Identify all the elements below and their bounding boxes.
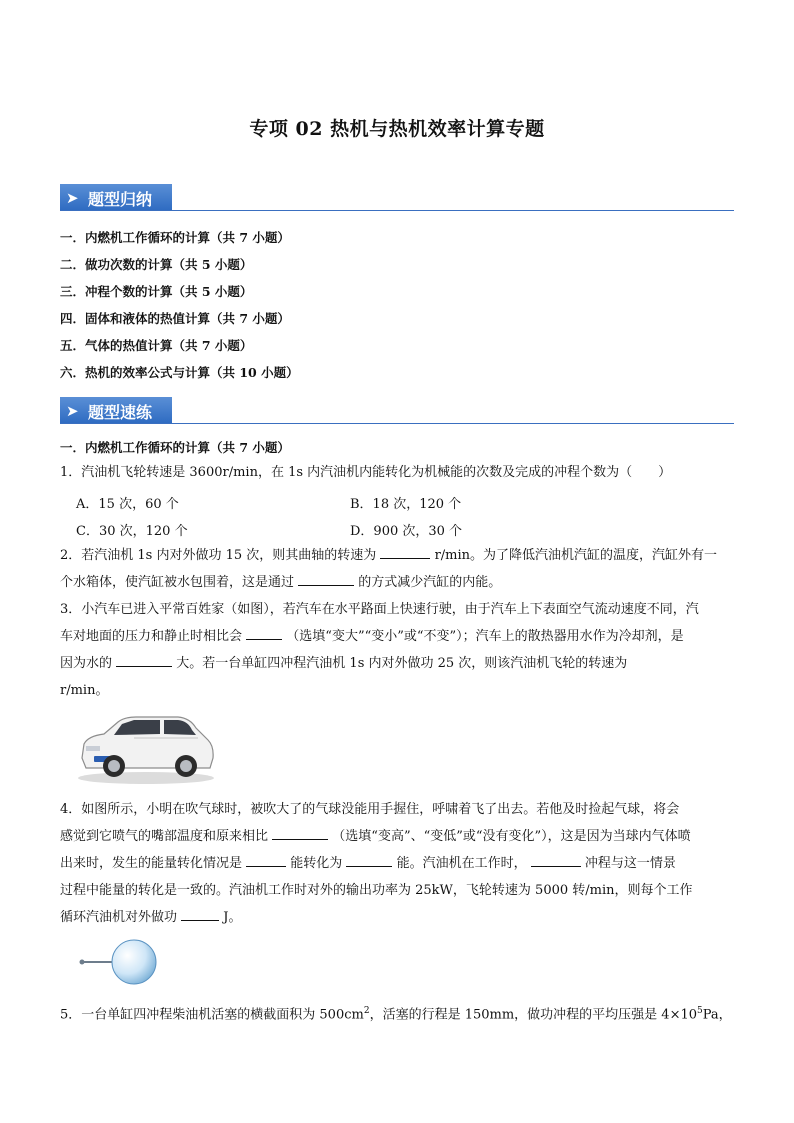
question-text: 冲程与这一情景 bbox=[584, 856, 676, 871]
question-text: （选填“变大”“变小”或“不变”）；汽车上的散热器用水作为冷却剂，是 bbox=[286, 629, 684, 644]
page-title: 专项 02 热机与热机效率计算专题 bbox=[249, 118, 545, 140]
option-a: A．15 次，60 个 bbox=[76, 497, 179, 512]
toc-item: 二．做功次数的计算（共 5 小题） bbox=[60, 257, 253, 272]
option-b: B．18 次，120 个 bbox=[350, 497, 462, 512]
question-text: （选填“变高”、“变低”或“没有变化”），这是因为当球内气体喷 bbox=[332, 829, 691, 844]
toc-item: 六．热机的效率公式与计算（共 10 小题） bbox=[60, 365, 299, 380]
banner-divider bbox=[60, 210, 734, 211]
section-banner-summary bbox=[60, 184, 734, 212]
question-text: 大。若一台单缸四冲程汽油机 1s 内对外做功 25 次，则该汽油机飞轮的转速为 bbox=[176, 656, 628, 671]
question-text: 过程中能量的转化是一致的。汽油机工作时对外的输出功率为 25kW，飞轮转速为 5000 转/min，则每个工作 bbox=[60, 883, 693, 898]
answer-blank[interactable] bbox=[272, 825, 328, 840]
question-5 bbox=[60, 998, 740, 1028]
superscript: 5 bbox=[697, 1006, 703, 1016]
question-text: Pa， bbox=[702, 1007, 732, 1023]
arrow-icon: ➤ bbox=[66, 402, 79, 420]
question-text: 出来时，发生的能量转化情况是 bbox=[60, 856, 243, 871]
question-text: 因为水的 bbox=[60, 656, 113, 671]
question-text: 4．如图所示，小明在吹气球时，被吹大了的气球没能用手握住，呼啸着飞了出去。若他及时捡起气球，将会 bbox=[60, 802, 680, 817]
section-banner-practice bbox=[60, 397, 734, 425]
option-c: C．30 次，120 个 bbox=[76, 524, 188, 539]
answer-blank[interactable] bbox=[116, 652, 172, 667]
question-text: r/min。为了降低汽油机汽缸的温度，汽缸外有一 bbox=[434, 548, 718, 563]
answer-blank[interactable] bbox=[181, 906, 219, 921]
banner-divider bbox=[60, 423, 734, 424]
question-text: 能转化为 bbox=[290, 856, 343, 871]
answer-blank[interactable] bbox=[346, 852, 392, 867]
car-image bbox=[74, 706, 218, 786]
question-text: J。 bbox=[223, 910, 242, 925]
banner-label: 题型归纳 bbox=[88, 190, 153, 209]
question-text: 能。汽油机在工作时， bbox=[396, 856, 527, 871]
question-text: 1．汽油机飞轮转速是 3600r/min，在 1s 内汽油机内能转化为机械能的次数及完成的冲程个数为（ ） bbox=[60, 465, 672, 480]
balloon-image bbox=[78, 938, 158, 986]
question-text: 个水箱体，使汽缸被水包围着，这是通过 bbox=[60, 575, 295, 590]
arrow-icon: ➤ bbox=[66, 189, 79, 207]
option-d: D．900 次，30 个 bbox=[350, 524, 463, 539]
question-text: 感觉到它喷气的嘴部温度和原来相比 bbox=[60, 829, 269, 844]
question-text: 5．一台单缸四冲程柴油机活塞的横截面积为 500cm bbox=[60, 1007, 364, 1023]
question-text: 循环汽油机对外做功 bbox=[60, 910, 178, 925]
banner-label: 题型速练 bbox=[88, 403, 153, 422]
question-4 bbox=[60, 796, 740, 931]
question-text: 2．若汽油机 1s 内对外做功 15 次，则其曲轴的转速为 bbox=[60, 548, 377, 563]
answer-blank[interactable] bbox=[298, 571, 354, 586]
question-3 bbox=[60, 596, 740, 704]
toc-item: 五．气体的热值计算（共 7 小题） bbox=[60, 338, 253, 353]
answer-blank[interactable] bbox=[246, 852, 286, 867]
question-text: 的方式减少汽缸的内能。 bbox=[358, 575, 502, 590]
question-text: 3．小汽车已进入平常百姓家（如图），若汽车在水平路面上快速行驶，由于汽车上下表面空气流动速度不同，汽 bbox=[60, 602, 699, 617]
question-text: r/min。 bbox=[60, 683, 109, 698]
question-text: ，活塞的行程是 150mm，做功冲程的平均压强是 4×10 bbox=[369, 1007, 698, 1023]
section-heading: 一．内燃机工作循环的计算（共 7 小题） bbox=[60, 440, 290, 455]
toc-item: 一．内燃机工作循环的计算（共 7 小题） bbox=[60, 230, 290, 245]
toc-item: 三．冲程个数的计算（共 5 小题） bbox=[60, 284, 253, 299]
toc-list bbox=[60, 228, 299, 390]
question-2 bbox=[60, 542, 740, 596]
toc-item: 四．固体和液体的热值计算（共 7 小题） bbox=[60, 311, 290, 326]
question-text: 车对地面的压力和静止时相比会 bbox=[60, 629, 243, 644]
answer-blank[interactable] bbox=[531, 852, 581, 867]
superscript: 2 bbox=[363, 1006, 370, 1016]
answer-blank[interactable] bbox=[380, 544, 430, 559]
question-1 bbox=[60, 459, 740, 486]
answer-blank[interactable] bbox=[246, 625, 282, 640]
